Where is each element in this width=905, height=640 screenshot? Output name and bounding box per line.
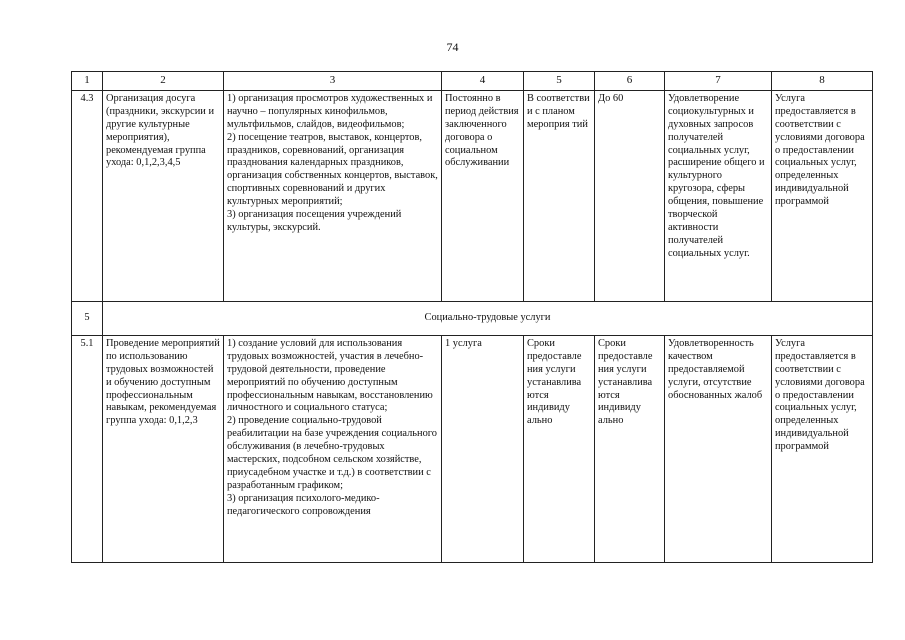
- quality-indicators: Удовлетворенность качеством предоставляемой услуги, отсутствие обоснованных жалоб: [665, 336, 772, 563]
- column-number: 2: [103, 72, 224, 91]
- column-number: 4: [442, 72, 524, 91]
- section-row: [72, 302, 873, 336]
- row-number: 4.3: [72, 91, 103, 302]
- services-table: [71, 71, 873, 563]
- service-content: 1) создание условий для использования трудовых возможностей, участия в лечебно-трудовой деятельности, проведение мероприятий по обучению доступным профессиональным навыкам, восстановлению личностного и социального статуса; 2) проведение социально-трудовой реабилитации на базе учреждения социального обслуживания (в лечебно-трудовых мастерских, подсобном сельском хозяйстве, приусадебном участке и т.д.) в соответствии с разработанным графиком; 3) организация психолого-медико-педагогического сопровождения: [224, 336, 442, 563]
- service-conditions: Услуга предоставляется в соответствии с условиями договора о предоставлении социальных услуг, определенных индивидуальной программой: [772, 91, 873, 302]
- page-number: 74: [446, 40, 459, 54]
- column-number: 7: [665, 72, 772, 91]
- section-title: Социально-трудовые услуги: [103, 302, 873, 336]
- row-number: 5.1: [72, 336, 103, 563]
- service-volume: 1 услуга: [442, 336, 524, 563]
- table-row: [72, 336, 873, 563]
- service-term: В соответстви и с планом мероприя тий: [524, 91, 595, 302]
- column-number-row: [72, 72, 873, 91]
- service-name: Организация досуга (праздники, экскурсии и другие культурные мероприятия), рекомендуемая группа ухода: 0,1,2,3,4,5: [103, 91, 224, 302]
- service-content: 1) организация просмотров художественных и научно – популярных кинофильмов, мультфильмов, слайдов, видеофильмов; 2) посещение театров, выставок, концертов, праздников, соревнований, организация празднования календарных праздников, организация собственных концертов, выставок, спортивных соревнований и других культурных мероприятий; 3) организация посещения учреждений культуры, экскурсий.: [224, 91, 442, 302]
- service-term: Сроки предоставле ния услуги устанавлива ются индивиду ально: [524, 336, 595, 563]
- quality-indicators: Удовлетворение социокультурных и духовных запросов получателей социальных услуг, расширение общего и культурного кругозора, сферы общения, повышение творческой активности получателей социальных услуг.: [665, 91, 772, 302]
- service-cost: Сроки предоставле ния услуги устанавлива ются индивиду ально: [595, 336, 665, 563]
- column-number: 6: [595, 72, 665, 91]
- table-row: [72, 91, 873, 302]
- section-number: 5: [72, 302, 103, 336]
- service-name: Проведение мероприятий по использованию трудовых возможностей и обучению доступным профессиональным навыкам, рекомендуемая группа ухода: 0,1,2,3: [103, 336, 224, 563]
- column-number: 5: [524, 72, 595, 91]
- service-conditions: Услуга предоставляется в соответствии с условиями договора о предоставлении социальных услуг, определенных индивидуальной программой: [772, 336, 873, 563]
- service-cost: До 60: [595, 91, 665, 302]
- column-number: 1: [72, 72, 103, 91]
- column-number: 3: [224, 72, 442, 91]
- service-volume: Постоянно в период действия заключенного договора о социальном обслуживании: [442, 91, 524, 302]
- column-number: 8: [772, 72, 873, 91]
